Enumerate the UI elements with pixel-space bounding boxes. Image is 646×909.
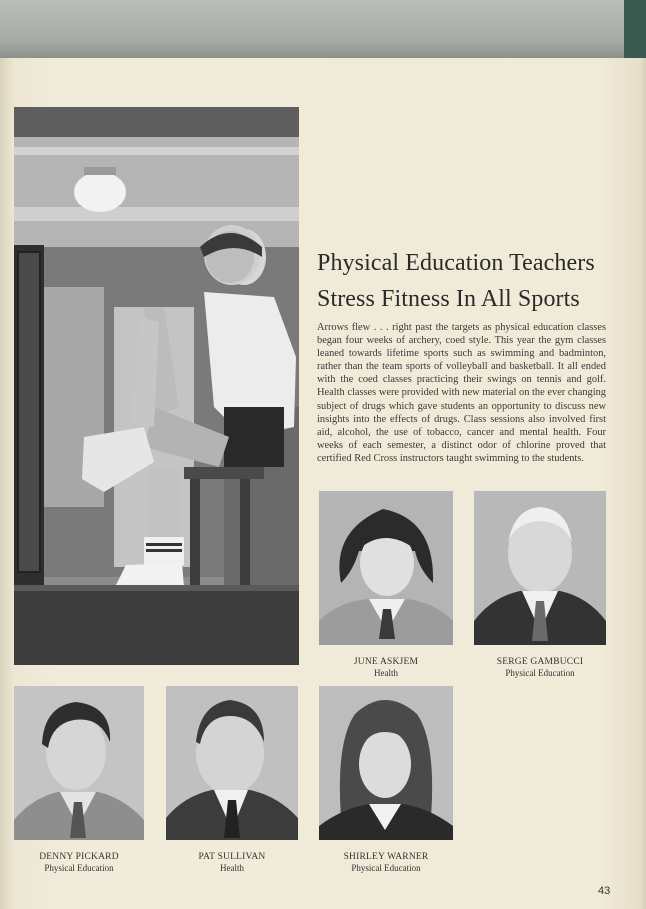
portrait-june-askjem (319, 491, 453, 645)
article-headline-line-2: Stress Fitness In All Sports (317, 286, 580, 312)
caption-pat-sullivan (166, 852, 298, 874)
caption-denny-pickard (14, 852, 144, 874)
teacher-name: SERGE GAMBUCCI (496, 657, 584, 667)
portrait-pat-sullivan (166, 686, 298, 840)
teacher-name: DENNY PICKARD (39, 852, 119, 862)
teacher-subject: Physical Education (351, 863, 421, 873)
article-body: Arrows flew . . . right past the targets as physical education classes began four weeks of archery, coed style. This year the gym classes leaned towards lifetime sports such as swimming and badminton, rather than the team sports of volleyball and basketball. It all ended with the coed classes practicing their swings on tennis and golf. Health classes were provided with new material on the ever changing subject of drugs which gave students an opportunity to discuss new insights into the effects of drugs. Class sessions also involved first aid, alcohol, the use of tobacco, cancer and mental health. Four weeks of each semester, a distinct odor of chlorine proved that certified Red Cross instructors taught swimming to the students. (317, 322, 606, 464)
teacher-subject: Physical Education (505, 668, 575, 678)
teacher-name: SHIRLEY WARNER (343, 852, 429, 862)
teacher-name: PAT SULLIVAN (198, 852, 266, 862)
article-headline-line-1: Physical Education Teachers (317, 250, 595, 276)
portrait-denny-pickard (14, 686, 144, 840)
portrait-serge-gambucci (474, 491, 606, 645)
gym-student-photo (14, 107, 299, 665)
teacher-subject: Health (374, 668, 398, 678)
teacher-subject: Physical Education (44, 863, 114, 873)
portrait-shirley-warner (319, 686, 453, 840)
caption-june-askjem (319, 657, 453, 679)
caption-serge-gambucci (474, 657, 606, 679)
caption-shirley-warner (319, 852, 453, 874)
teacher-name: JUNE ASKJEM (353, 657, 419, 667)
book-cover-corner (624, 0, 646, 62)
book-cover-edge (0, 0, 646, 58)
teacher-subject: Health (220, 863, 244, 873)
page-number: 43 (598, 885, 611, 897)
